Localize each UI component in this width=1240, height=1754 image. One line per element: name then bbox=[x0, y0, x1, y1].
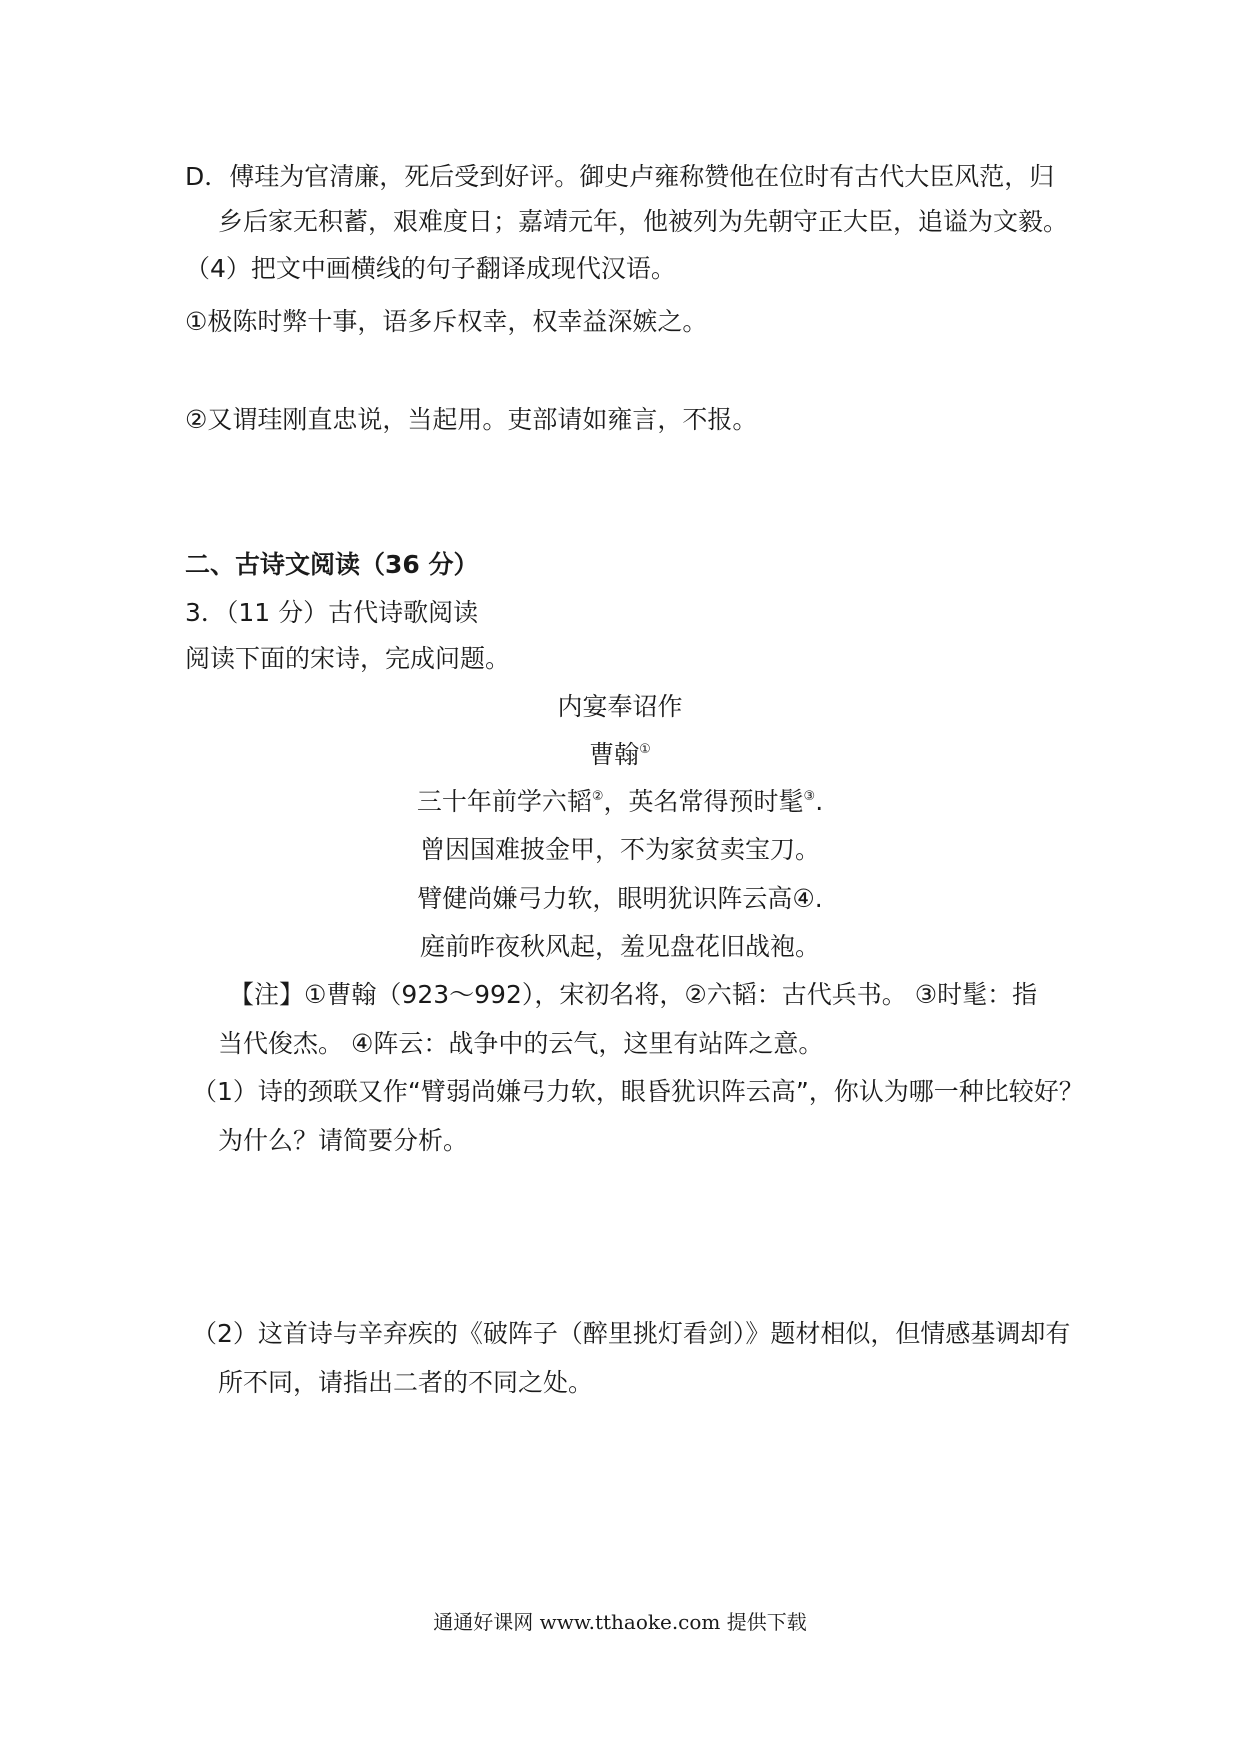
footnote-marker: ③ bbox=[803, 789, 816, 804]
subquestion-2-line-1: （2）这首诗与辛弃疾的《破阵子（醉里挑灯看剑）》题材相似，但情感基调却有 bbox=[192, 1319, 1071, 1348]
question-3-title: 3．（11 分）古代诗歌阅读 bbox=[185, 598, 479, 627]
poem-line-3: 臂健尚嫌弓力软，眼明犹识阵云高④. bbox=[417, 884, 823, 913]
subquestion-1-line-1: （1）诗的颈联又作“臂弱尚嫌弓力软，眼昏犹识阵云高”，你认为哪一种比较好？ bbox=[192, 1077, 1084, 1106]
section-heading: 二、古诗文阅读（36 分） bbox=[185, 550, 479, 579]
poem-author bbox=[0, 738, 1240, 772]
subquestion-2-line-2: 所不同，请指出二者的不同之处。 bbox=[218, 1368, 594, 1397]
poem-line-2: 曾因国难披金甲，不为家贫卖宝刀。 bbox=[419, 835, 820, 864]
question-4-prompt: （4）把文中画横线的句子翻译成现代汉语。 bbox=[185, 254, 676, 283]
translation-sentence-2: ②又谓珪刚直忠说，当起用。吏部请如雍言，不报。 bbox=[185, 405, 758, 434]
footnote-marker: ② bbox=[591, 789, 604, 804]
option-d-line-2: 乡后家无积蓄，艰难度日；嘉靖元年，他被列为先朝守正大臣，追谥为文毅。 bbox=[218, 207, 1069, 236]
subquestion-1-line-2: 为什么？请简要分析。 bbox=[218, 1126, 469, 1155]
translation-sentence-1: ①极陈时弊十事，语多斥权幸，权幸益深嫉之。 bbox=[185, 307, 708, 336]
poem-line-1-part-b: ，英名常得预时髦 bbox=[603, 787, 804, 816]
poem-author-name: 曹翰 bbox=[589, 740, 640, 769]
reading-instruction: 阅读下面的宋诗，完成问题。 bbox=[185, 644, 511, 673]
poem-line-1-part-c: . bbox=[815, 787, 824, 816]
poem-title: 内宴奉诏作 bbox=[557, 692, 683, 721]
footnote-marker: ① bbox=[639, 742, 651, 757]
page-footer: 通通好课网 www.tthaoke.com 提供下载 bbox=[433, 1610, 807, 1634]
notes-line-2: 当代俊杰。 ④阵云：战争中的云气，这里有站阵之意。 bbox=[218, 1029, 824, 1058]
notes-line-1: 【注】①曹翰（923～992），宋初名将，②六韬：古代兵书。 ③时髦：指 bbox=[229, 980, 1038, 1009]
poem-line-4: 庭前昨夜秋风起，羞见盘花旧战袍。 bbox=[419, 932, 820, 961]
poem-line-1-part-a: 三十年前学六韬 bbox=[416, 787, 592, 816]
option-d-line-1: D．傅珪为官清廉，死后受到好评。御史卢雍称赞他在位时有古代大臣风范，归 bbox=[185, 162, 1055, 191]
poem-line-1 bbox=[0, 785, 1240, 819]
